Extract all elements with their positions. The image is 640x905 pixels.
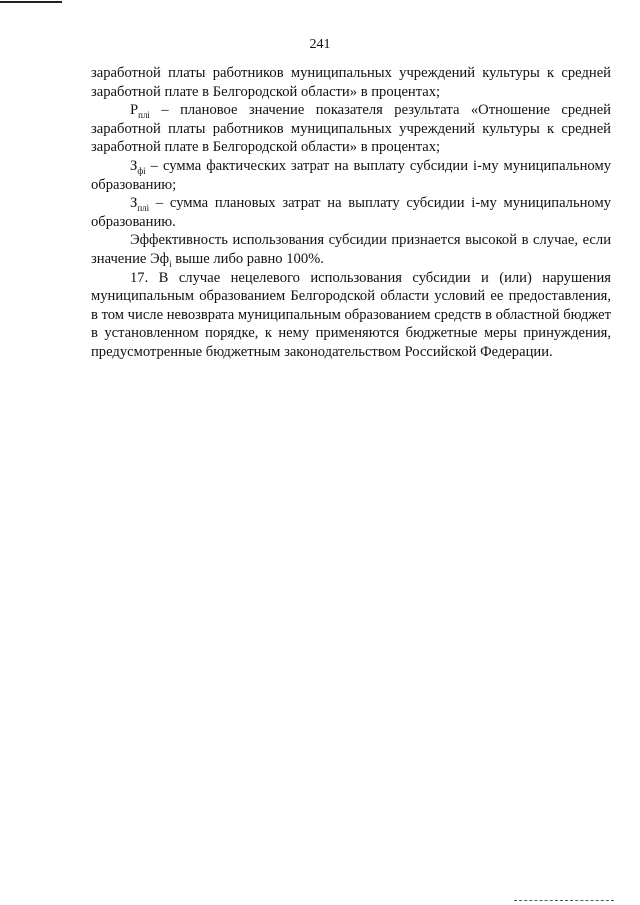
subscript-i: i bbox=[169, 258, 172, 269]
paragraph-continuation: заработной платы работников муниципальных учреждений культуры к средней заработной плате в Белгородской области» в процентах; bbox=[91, 65, 611, 100]
subscript-f-i: фi bbox=[137, 165, 146, 176]
symbol-r: Р bbox=[130, 102, 139, 119]
paragraph-efficiency bbox=[91, 231, 611, 268]
paragraph-17: 17. В случае нецелевого использования субсидии и (или) нарушения муниципальным образованием Белгородской области условий ее предоставления, в том числе невозврата муниципальным образованием средств в областной бюджет в установленном порядке, к нему применяются бюджетные меры принуждения, предусмотренные бюджетным законодательством Российской Федерации. bbox=[91, 269, 611, 360]
page-number: 241 bbox=[309, 37, 331, 52]
efficiency-text-b: выше либо равно 100%. bbox=[171, 250, 324, 267]
symbol-z: З bbox=[130, 195, 138, 212]
subscript-pl-i: плi bbox=[137, 203, 150, 214]
definition-text: – плановое значение показателя результата «Отношение средней заработной платы работников муниципальных учреждений культуры к средней заработной плате в Белгородской области» в процентах; bbox=[91, 102, 611, 156]
definition-text: – сумма плановых затрат на выплату субсидии i-му муниципальному образованию. bbox=[91, 195, 611, 230]
symbol-z: З bbox=[130, 157, 138, 174]
paragraph-z-f-definition bbox=[91, 157, 611, 194]
scan-artifact-bottom bbox=[514, 900, 614, 902]
paragraph-r-pl-definition bbox=[91, 101, 611, 157]
scan-artifact-top bbox=[0, 1, 62, 3]
efficiency-text-a: Эффективность использования субсидии признается высокой в случае, если значение Эф bbox=[91, 232, 611, 267]
subscript-pl-i: плi bbox=[138, 110, 150, 121]
definition-text: – сумма фактических затрат на выплату субсидии i-му муниципальному образованию; bbox=[91, 157, 611, 193]
paragraph-z-pl-definition bbox=[91, 194, 611, 231]
document-body bbox=[91, 64, 611, 362]
